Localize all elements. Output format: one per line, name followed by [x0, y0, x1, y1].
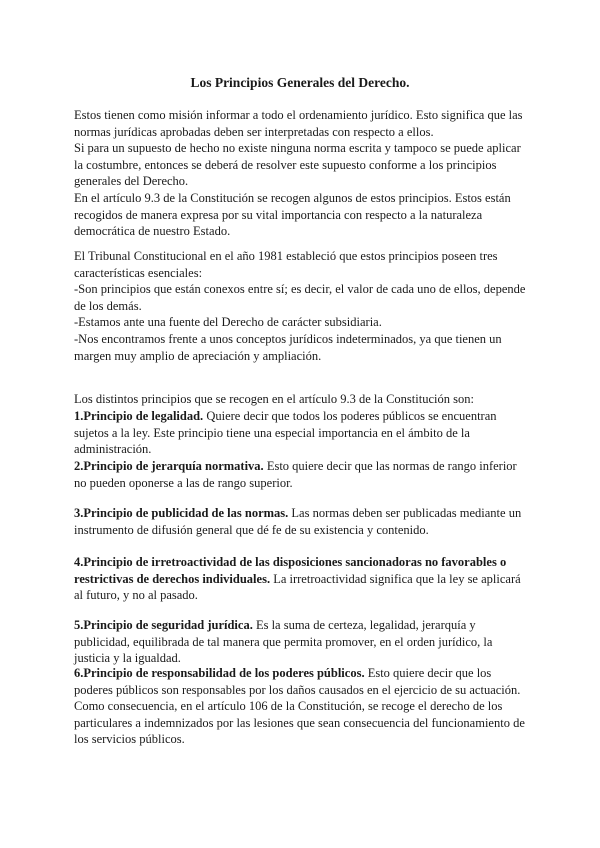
tribunal-section [74, 248, 530, 364]
principle-responsabilidad [74, 665, 530, 748]
principle-paragraph [74, 665, 530, 748]
tribunal-paragraph: El Tribunal Constitucional en el año 1981 estableció que estos principios poseen tres características esenciales: [74, 249, 498, 280]
principle-jerarquia [74, 458, 530, 491]
principle-legalidad [74, 408, 530, 458]
principle-heading: 3.Principio de publicidad de las normas. [74, 506, 289, 520]
principles-intro-text: Los distintos principios que se recogen en el artículo 9.3 de la Constitución son: [74, 392, 474, 406]
principle-paragraph [74, 617, 530, 667]
principle-seguridad-juridica [74, 617, 530, 667]
principle-heading: 1.Principio de legalidad. [74, 409, 204, 423]
principle-publicidad [74, 505, 530, 538]
intro-paragraph: Si para un supuesto de hecho no existe ninguna norma escrita y tampoco se puede aplicar la costumbre, entonces se deberá de resolver este supuesto conforme a los principios generales del Derecho. [74, 141, 521, 189]
principle-heading: 5.Principio de seguridad jurídica. [74, 618, 253, 632]
intro-paragraph: En el artículo 9.3 de la Constitución se recogen algunos de estos principios. Estos están recogidos de manera expresa por su vital importancia con respecto a la naturaleza democrática de nuestro Estado. [74, 190, 511, 239]
principles-intro [74, 391, 530, 408]
tribunal-characteristic: -Son principios que están conexos entre sí; es decir, el valor de cada uno de ellos, depende de los demás. [74, 282, 526, 313]
principle-paragraph [74, 554, 530, 604]
principle-heading: 2.Principio de jerarquía normativa. [74, 459, 264, 473]
principle-text: Quiere decir que todos los poderes públicos se encuentran sujetos a la ley. Este principio tiene una especial importancia en el ámbito de la administración. [74, 409, 497, 457]
principle-text: Las normas deben ser publicadas mediante un instrumento de difusión general que dé fe de su existencia y contenido. [74, 506, 522, 537]
principle-paragraph [74, 458, 530, 491]
principle-text: La irretroactividad significa que la ley se aplicará al futuro, y no al pasado. [74, 571, 521, 603]
principle-paragraph [74, 505, 530, 538]
tribunal-characteristic: -Nos encontramos frente a unos conceptos jurídicos indeterminados, ya que tienen un margen muy amplio de apreciación y ampliación. [74, 331, 502, 363]
principle-irretroactividad [74, 554, 530, 604]
tribunal-characteristic: -Estamos ante una fuente del Derecho de carácter subsidiaria. [74, 315, 382, 330]
principle-text: Esto quiere decir que las normas de rango inferior no pueden oponerse a las de rango superior. [74, 459, 517, 490]
intro-section [74, 107, 530, 240]
intro-paragraph: Estos tienen como misión informar a todo el ordenamiento jurídico. Esto significa que las normas jurídicas aprobadas deben ser interpretadas con respecto a ellos. [74, 108, 523, 139]
principle-text: Esto quiere decir que los poderes públicos son responsables por los daños causados en el ejercicio de su actuación. Como consecuencia, en el artículo 106 de la Constitución, se recoge el derecho de los particulares a indemnizados por las lesiones que sean consecuencia del funcionamiento de los servicios públicos. [74, 666, 525, 747]
principle-heading: 4.Principio de irretroactividad de las disposiciones sancionadoras no favorables o restrictivas de derechos individuales. [74, 555, 507, 586]
principle-text: Es la suma de certeza, legalidad, jerarquía y publicidad, equilibrada de tal manera que permita promover, en el orden jurídico, la justicia y la igualdad. [74, 618, 493, 666]
principle-heading: 6.Principio de responsabilidad de los poderes públicos. [74, 666, 365, 680]
document-title: Los Principios Generales del Derecho. [190, 75, 410, 90]
principle-paragraph [74, 408, 530, 458]
